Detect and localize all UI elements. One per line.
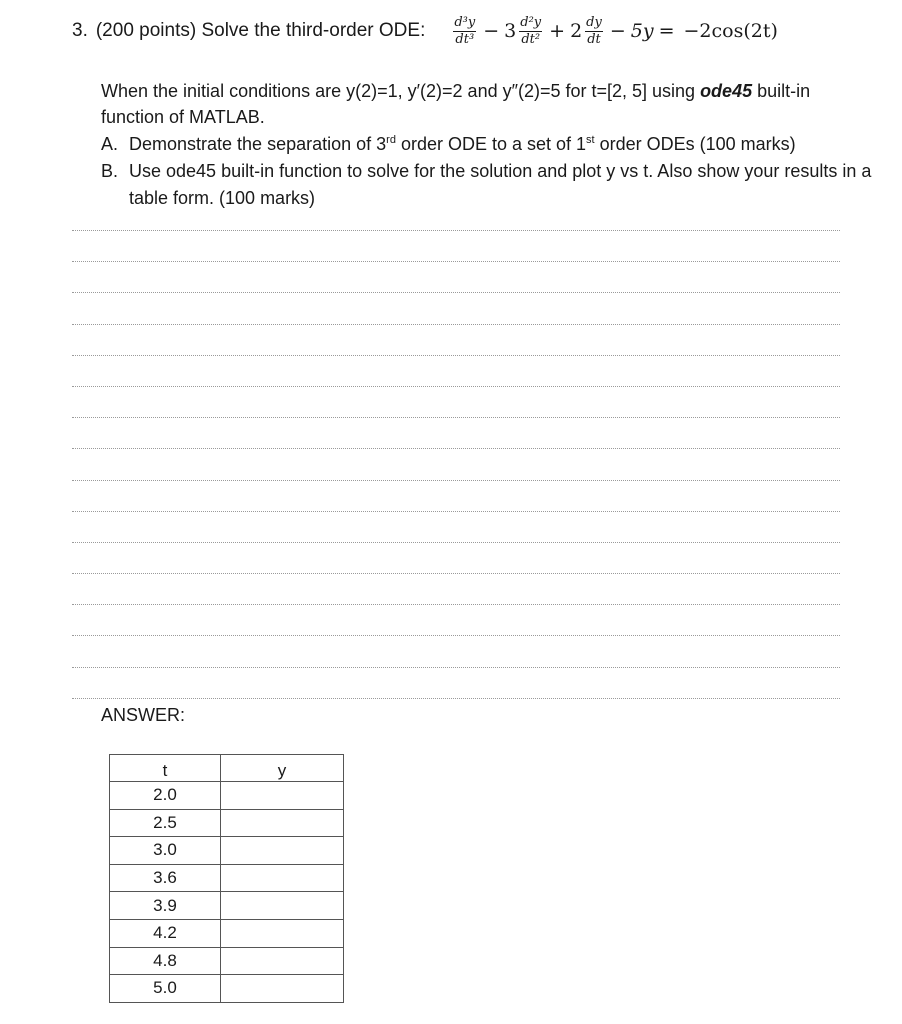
writing-line bbox=[72, 698, 840, 699]
t-cell: 2.0 bbox=[110, 782, 221, 810]
conditions-text-end: built-in function of MATLAB. bbox=[101, 81, 811, 127]
writing-line bbox=[72, 230, 840, 231]
fraction-numerator: d²y bbox=[520, 14, 542, 30]
equation-rhs: −2cos(2t) bbox=[683, 20, 778, 42]
question-number: 3. bbox=[72, 20, 88, 41]
first-derivative-fraction bbox=[585, 16, 603, 47]
ode-equation bbox=[451, 16, 778, 47]
equation-operator: − bbox=[609, 20, 626, 42]
fraction-denominator: dt bbox=[587, 31, 601, 47]
writing-line bbox=[72, 542, 840, 543]
y-cell[interactable] bbox=[221, 975, 344, 1003]
conditions-text: When the initial conditions are y(2)=1, y′(2)=2 and y″(2)=5 for t=[2, 5] using bbox=[101, 81, 701, 101]
t-cell: 4.2 bbox=[110, 919, 221, 947]
answer-writing-lines bbox=[72, 230, 840, 729]
t-cell: 5.0 bbox=[110, 975, 221, 1003]
third-derivative-fraction bbox=[453, 16, 476, 47]
superscript-rd: rd bbox=[386, 134, 396, 146]
part-a-text-mid: order ODE to a set of 1 bbox=[395, 134, 587, 154]
table-row bbox=[110, 919, 344, 947]
table-row bbox=[110, 975, 344, 1003]
table-row bbox=[110, 809, 344, 837]
writing-line bbox=[72, 355, 840, 356]
t-cell: 3.6 bbox=[110, 864, 221, 892]
ode45-emphasis: ode45 bbox=[700, 81, 753, 101]
answer-label: ANSWER: bbox=[101, 705, 186, 725]
part-a-text-pre: Demonstrate the separation of 3 bbox=[129, 134, 387, 154]
writing-line bbox=[72, 324, 840, 325]
writing-line bbox=[72, 604, 840, 605]
table-row bbox=[110, 892, 344, 920]
equation-coefficient: 2 bbox=[570, 20, 583, 42]
part-b bbox=[101, 158, 876, 212]
writing-line bbox=[72, 573, 840, 574]
y-cell[interactable] bbox=[221, 782, 344, 810]
writing-line bbox=[72, 292, 840, 293]
writing-line bbox=[72, 635, 840, 636]
superscript-st: st bbox=[586, 134, 595, 146]
writing-line bbox=[72, 480, 840, 481]
question-heading: (200 points) Solve the third-order ODE: bbox=[95, 20, 426, 41]
part-a bbox=[101, 131, 876, 158]
y-cell[interactable] bbox=[221, 809, 344, 837]
equation-term: 5y bbox=[630, 20, 654, 42]
part-text: Use ode45 built-in function to solve for the solution and plot y vs t. Also show your results in a table form. (100 marks) bbox=[129, 161, 872, 208]
y-cell[interactable] bbox=[221, 892, 344, 920]
question-header bbox=[72, 14, 778, 48]
column-header-y: y bbox=[221, 755, 344, 782]
y-cell[interactable] bbox=[221, 947, 344, 975]
fraction-denominator: dt³ bbox=[455, 31, 475, 47]
writing-line bbox=[72, 667, 840, 668]
fraction-denominator: dt² bbox=[521, 31, 541, 47]
t-cell: 4.8 bbox=[110, 947, 221, 975]
table-row bbox=[110, 864, 344, 892]
writing-line bbox=[72, 386, 840, 387]
part-a-text-post: order ODEs (100 marks) bbox=[594, 134, 796, 154]
column-header-t: t bbox=[110, 755, 221, 782]
writing-line bbox=[72, 511, 840, 512]
t-cell: 2.5 bbox=[110, 809, 221, 837]
equation-coefficient: 3 bbox=[504, 20, 517, 42]
equation-operator: + bbox=[549, 20, 566, 42]
y-cell[interactable] bbox=[221, 864, 344, 892]
equation-equals: = bbox=[658, 20, 675, 42]
results-table bbox=[109, 754, 344, 1003]
part-letter: B. bbox=[101, 161, 119, 181]
writing-line bbox=[72, 417, 840, 418]
question-parts bbox=[101, 131, 876, 212]
y-cell[interactable] bbox=[221, 837, 344, 865]
table-row bbox=[110, 837, 344, 865]
fraction-numerator: dy bbox=[586, 14, 602, 30]
equation-operator: − bbox=[483, 20, 500, 42]
table-row bbox=[110, 782, 344, 810]
writing-line bbox=[72, 261, 840, 262]
initial-conditions-paragraph bbox=[101, 78, 871, 130]
second-derivative-fraction bbox=[519, 16, 542, 47]
t-cell: 3.9 bbox=[110, 892, 221, 920]
part-text bbox=[129, 131, 796, 158]
writing-line bbox=[72, 448, 840, 449]
fraction-numerator: d³y bbox=[454, 14, 476, 30]
table-row bbox=[110, 947, 344, 975]
y-cell[interactable] bbox=[221, 919, 344, 947]
table-header-row bbox=[110, 755, 344, 782]
t-cell: 3.0 bbox=[110, 837, 221, 865]
part-letter: A. bbox=[101, 134, 119, 154]
